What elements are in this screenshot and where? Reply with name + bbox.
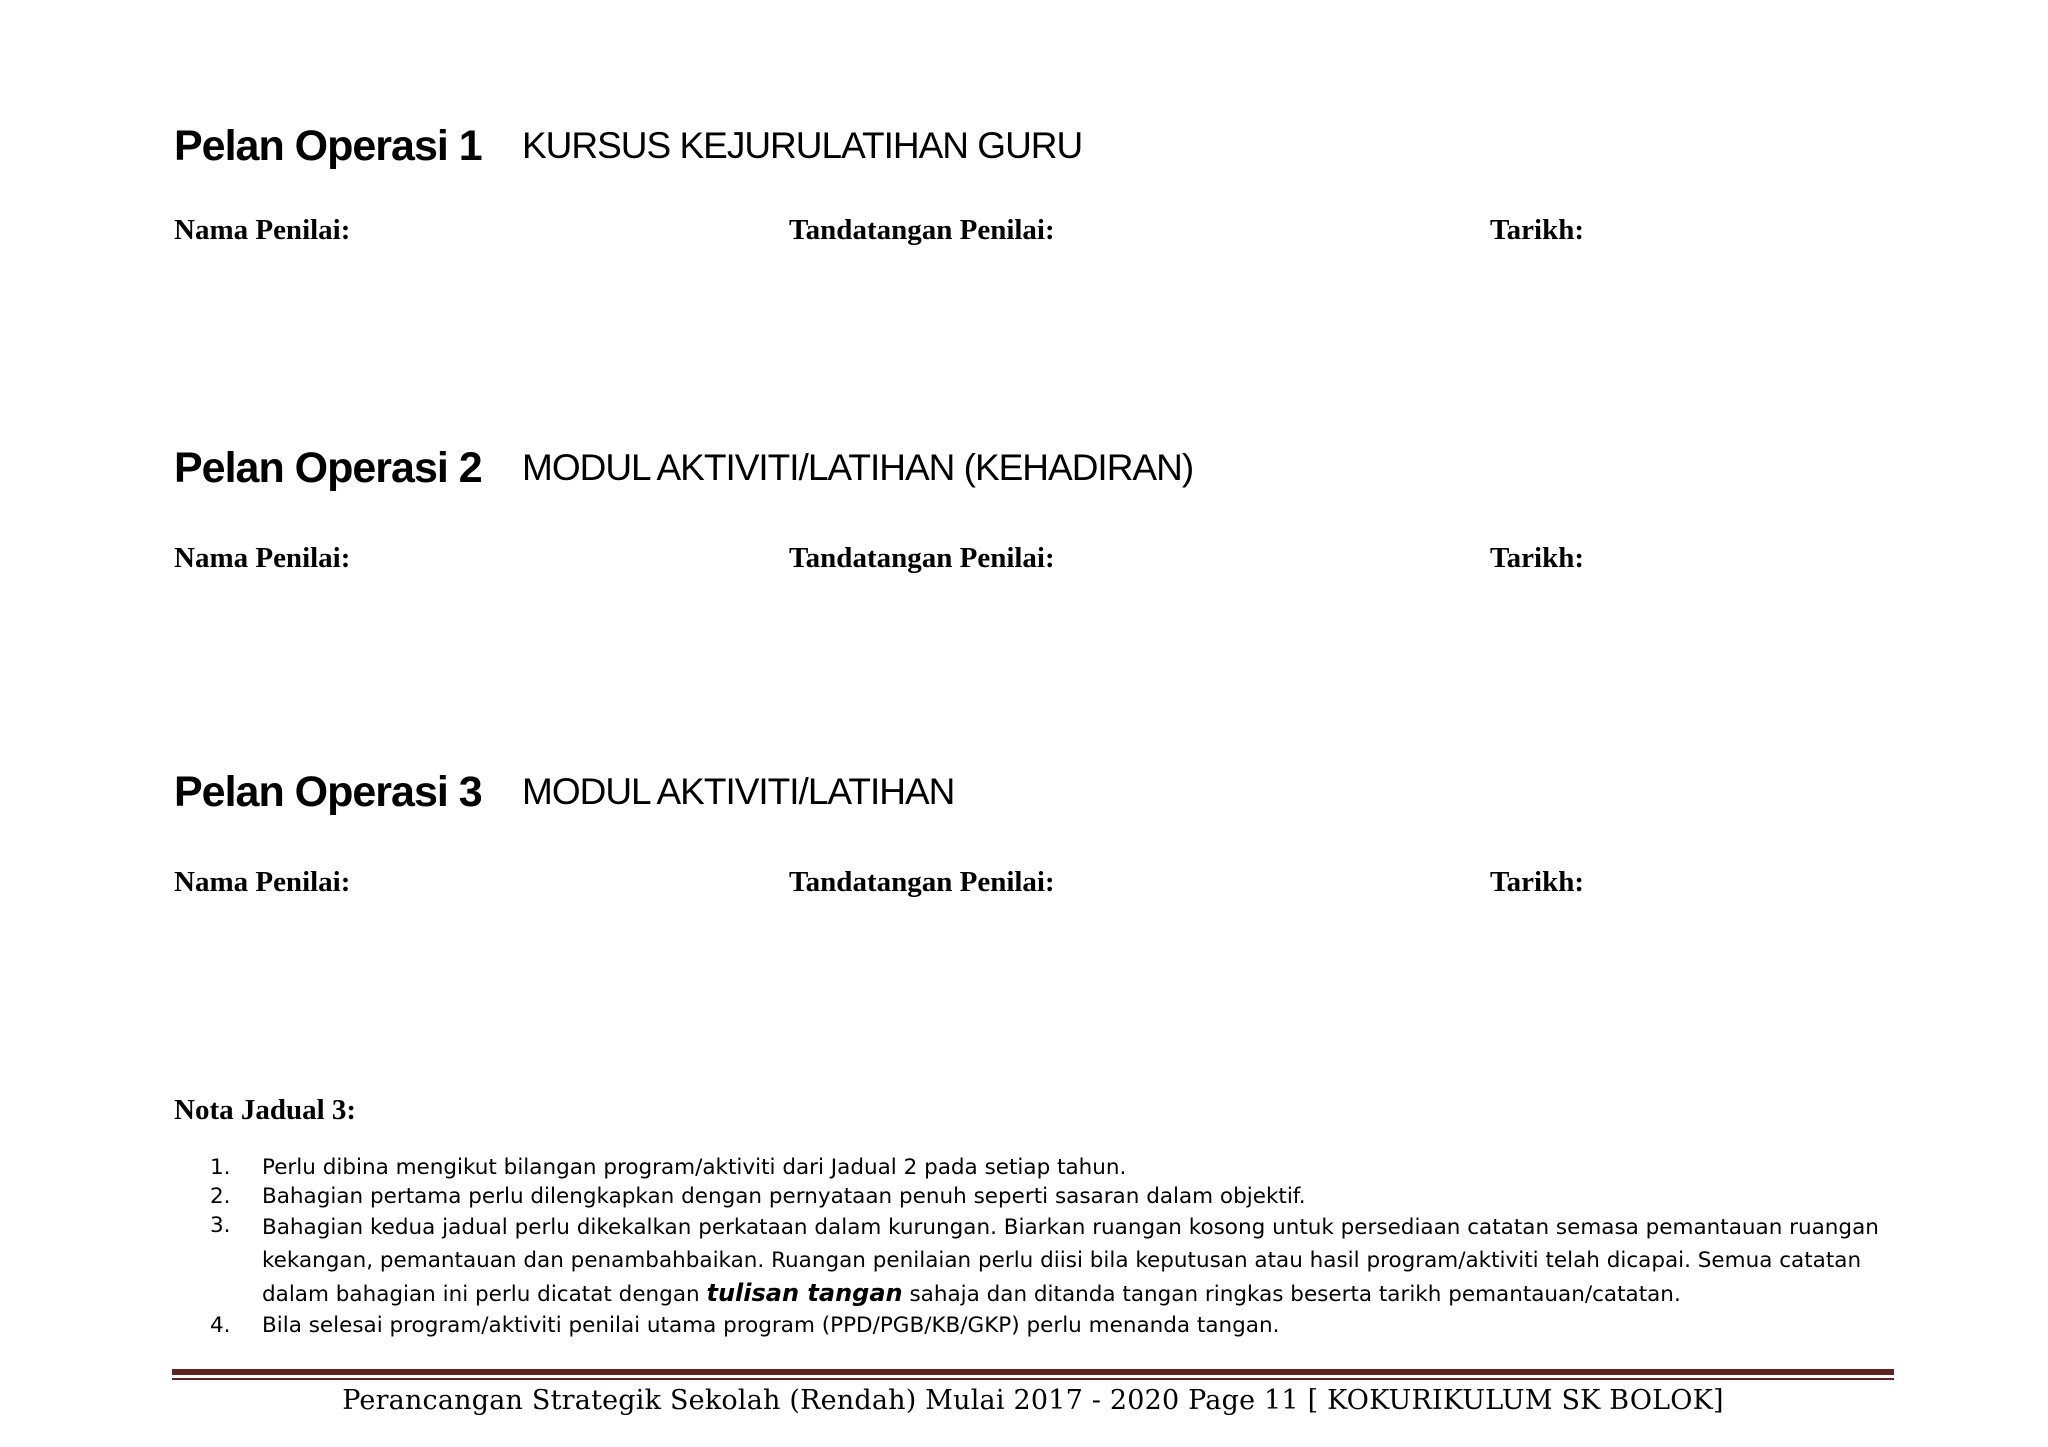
plan-subtitle: KURSUS KEJURULATIHAN GURU xyxy=(522,125,1083,166)
note-item xyxy=(210,1311,1910,1340)
note-text-part: sahaja dan ditanda tangan ringkas beserta tarikh pemantauan/catatan. xyxy=(902,1282,1681,1307)
assessor-name-label: Nama Penilai: xyxy=(174,542,351,574)
assessor-name-label: Nama Penilai: xyxy=(174,866,351,898)
plan-subtitle: MODUL AKTIVITI/LATIHAN (KEHADIRAN) xyxy=(522,447,1194,488)
note-item xyxy=(210,1211,1910,1311)
plan-title: Pelan Operasi 2 xyxy=(174,444,482,492)
note-item xyxy=(210,1153,1910,1182)
assessor-signature-label: Tandatangan Penilai: xyxy=(789,542,1055,574)
note-number: 4. xyxy=(210,1313,231,1338)
plan-title: Pelan Operasi 1 xyxy=(174,122,482,170)
note-number: 1. xyxy=(210,1155,231,1180)
footer-rule xyxy=(172,1369,1894,1375)
note-emphasis: tulisan tangan xyxy=(706,1279,903,1307)
notes-list xyxy=(210,1153,1910,1340)
note-text-part: Bahagian kedua jadual perlu dikekalkan perkataan dalam kurungan. Biarkan ruangan kosong untuk persediaan catatan semasa pemantauan ruangan kekangan, pemantauan dan penambahbaikan. Ruangan penilaian perlu diisi bila keputusan atau hasil program/aktiviti telah dicapai. Semua catatan dalam bahagian ini perlu dicatat dengan xyxy=(262,1215,1879,1307)
assessor-signature-label: Tandatangan Penilai: xyxy=(789,866,1055,898)
note-text: Bila selesai program/aktiviti penilai utama program (PPD/PGB/KB/GKP) perlu menanda tangan. xyxy=(262,1313,1280,1338)
footer-rule-thin xyxy=(172,1378,1894,1380)
date-label: Tarikh: xyxy=(1490,214,1585,246)
note-text: Bahagian pertama perlu dilengkapkan dengan pernyataan penuh seperti sasaran dalam objektif. xyxy=(262,1184,1306,1209)
date-label: Tarikh: xyxy=(1490,866,1585,898)
note-item xyxy=(210,1182,1910,1211)
note-text xyxy=(262,1211,1910,1311)
plan-title: Pelan Operasi 3 xyxy=(174,768,482,816)
note-number: 2. xyxy=(210,1184,231,1209)
page-footer: Perancangan Strategik Sekolah (Rendah) Mulai 2017 - 2020 Page 11 [ KOKURIKULUM SK BOLOK] xyxy=(342,1385,1724,1416)
plan-subtitle: MODUL AKTIVITI/LATIHAN xyxy=(522,771,955,812)
assessor-name-label: Nama Penilai: xyxy=(174,214,351,246)
note-text: Perlu dibina mengikut bilangan program/aktiviti dari Jadual 2 pada setiap tahun. xyxy=(262,1155,1127,1180)
notes-title: Nota Jadual 3: xyxy=(174,1094,357,1126)
note-number: 3. xyxy=(210,1213,231,1238)
date-label: Tarikh: xyxy=(1490,542,1585,574)
assessor-signature-label: Tandatangan Penilai: xyxy=(789,214,1055,246)
